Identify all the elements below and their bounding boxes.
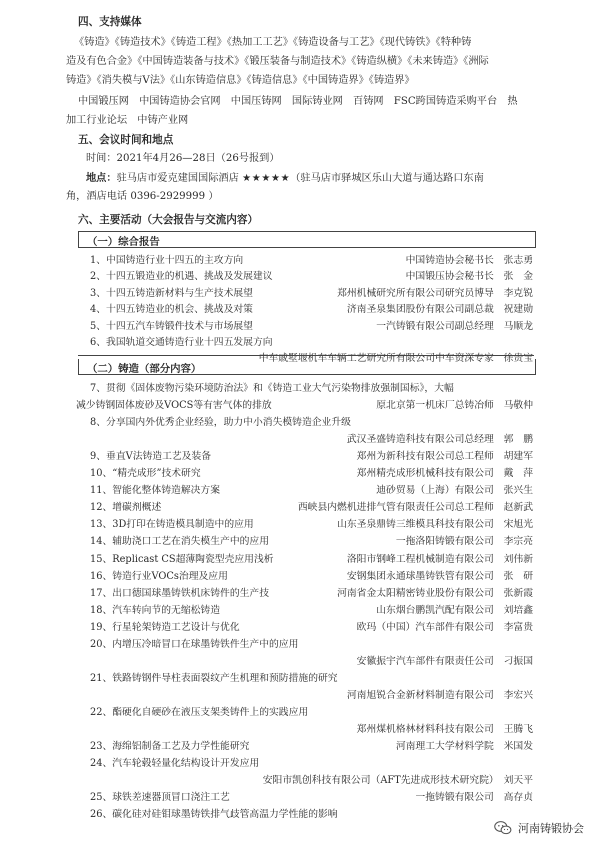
report-row	[0, 806, 600, 821]
report-row	[0, 414, 600, 429]
meeting-time: 时间：2021年4月26—28日（26号报到）	[86, 153, 280, 164]
report-presenter: 安阳市凯创科技有限公司（AFT先进成形技术研究院） 刘天平	[262, 775, 533, 787]
report-presenter: 郑州精壳成形机械科技有限公司 戴 萍	[356, 468, 533, 480]
report-row	[0, 772, 600, 787]
report-title: 21、铁路铸钢件导柱表面裂纹产生机理和预防措施的研究	[90, 672, 338, 684]
report-title: 1、中国铸造行业十四五的主攻方向	[90, 255, 244, 266]
report-presenter: 中国铸造协会秘书长 张志勇	[405, 255, 533, 266]
report-presenter: 河南省金太阳精密铸业股份有限公司 张新霞	[337, 587, 533, 599]
report-title: 26、碳化硅对硅钼球墨铸铁排气歧管高温力学性能的影响	[90, 809, 338, 821]
report-row	[0, 482, 600, 497]
report-title: 7、贯彻《固体废物污染环境防治法》和《铸造工业大气污染物排放强制国标》，大幅	[90, 383, 454, 394]
report-row	[0, 252, 600, 267]
report-title: 6、我国轨道交通铸造行业十四五发展方向	[90, 337, 273, 348]
report-presenter: 中车戚墅堰机车车辆工艺研究所有限公司中车资深专家 徐贵宝	[258, 353, 533, 365]
report-presenter: 一拖洛阳铸锻有限公司 李宗亮	[395, 536, 533, 548]
report-row	[0, 670, 600, 685]
report-title: 18、汽车转向节的无缩松铸造	[90, 604, 221, 616]
subsection-general-reports-header	[78, 231, 536, 248]
report-row	[0, 568, 600, 583]
report-title: 11、智能化整体铸造解决方案	[90, 485, 221, 497]
report-row	[0, 738, 600, 753]
report-title: 8、分享国内外优秀企业经验，助力中小消失模铸造企业升级	[90, 417, 351, 429]
report-title: 减少铸钢固体废砂及VOCS等有害气体的排放	[76, 400, 272, 412]
report-row	[0, 704, 600, 719]
media-line-3: 铸造》《消失模与V法》《山东铸造信息》《铸造信息》《中国铸造界》《铸造界》	[66, 75, 415, 86]
hotel-address: （驻马店市驿城区乐山大道与通达路口东南	[290, 173, 484, 184]
report-row	[0, 516, 600, 531]
report-presenter: 欧玛（中国）汽车部件有限公司 李富贵	[356, 621, 533, 633]
report-presenter: 山东烟台鹏凯汽配有限公司 刘培鑫	[376, 604, 533, 616]
report-row	[0, 380, 600, 395]
report-title: 15、Replicast CS超薄陶瓷型壳应用浅析	[90, 553, 274, 565]
report-title: 17、出口德国球墨铸铁机床铸件的生产技	[90, 587, 270, 599]
report-presenter: 山东圣泉鼎铸三维模具科技有限公司 宋旭光	[337, 519, 533, 531]
report-presenter: 原北京第一机床厂总铸冶师 马敬仲	[376, 400, 533, 412]
subsection-casting-header	[78, 359, 536, 375]
report-row	[0, 499, 600, 514]
place-label: 地点：	[86, 172, 117, 184]
report-row	[0, 585, 600, 600]
report-row	[0, 653, 600, 668]
report-presenter: 洛阳市钢峰工程机械制造有限公司 刘伟新	[346, 553, 533, 565]
report-presenter: 一汽铸锻有限公司副总经理 马顺龙	[376, 320, 533, 332]
report-title: 24、汽车轮毂轻量化结构设计开发应用	[90, 758, 260, 770]
report-title: 2、十四五锻造业的机遇、挑战及发展建议	[90, 271, 273, 283]
report-title: 25、球铁差速器顶冒口浇注工艺	[90, 792, 230, 804]
subsection-general-reports-title: （一）综合报告	[87, 236, 160, 248]
report-row	[0, 431, 600, 446]
report-row	[0, 301, 600, 316]
report-row	[0, 465, 600, 480]
section4-title: 四、支持媒体	[78, 16, 142, 28]
report-title: 4、十四五铸造业的机会、挑战及对策	[90, 304, 253, 316]
report-presenter: 郑州煤机格林材料科技有限公司 王腾飞	[356, 724, 533, 735]
report-presenter: 一拖铸锻有限公司 高存贞	[415, 792, 533, 804]
meeting-place-line-2: 角，酒店电话 0396-2929999 ）	[66, 191, 219, 202]
report-row	[0, 334, 600, 349]
divider	[78, 355, 534, 356]
report-presenter: 济南圣泉集团股份有限公司副总裁 祝建勋	[346, 304, 533, 316]
report-title: 12、增碳剂概述	[90, 502, 162, 514]
report-row	[0, 448, 600, 463]
report-row	[0, 721, 600, 736]
report-presenter: 迪砂贸易（上海）有限公司 张兴生	[376, 485, 533, 497]
report-title: 3、十四五铸造新材料与生产技术展望	[90, 287, 253, 299]
report-presenter: 安钢集团永通球墨铸铁管有限公司 张 研	[346, 570, 533, 582]
report-row	[0, 755, 600, 770]
report-row	[0, 789, 600, 804]
report-row	[0, 533, 600, 548]
report-title: 23、海绵铝制备工艺及力学性能研究	[90, 741, 250, 753]
subsection-casting-title: （二）铸造（部分内容）	[87, 363, 202, 375]
report-row	[0, 285, 600, 300]
report-row	[0, 619, 600, 634]
report-title: 14、辅助浇口工艺在消失模生产中的应用	[90, 536, 270, 548]
report-row	[0, 397, 600, 412]
meeting-place-line-1	[86, 171, 484, 186]
report-title: 10、“精壳成形”技术研究	[90, 468, 201, 480]
report-presenter: 郑州为新科技有限公司总工程师 胡建军	[356, 451, 533, 463]
report-row	[0, 602, 600, 617]
report-presenter: 武汉圣盛铸造科技有限公司总经理 郭 鹏	[346, 434, 533, 446]
websites-line-1: 中国锻压网 中国铸造协会官网 中国压铸网 国际铸业网 百铸网 FSC跨国铸造采购平台 热	[78, 96, 518, 107]
report-presenter: 中国锻压协会秘书长 张 金	[405, 271, 533, 283]
report-title: 9、垂直V法铸造工艺及装备	[90, 451, 212, 463]
report-title: 22、酯硬化自硬砂在液压支架类铸件上的实践应用	[90, 706, 309, 718]
report-presenter: 安徽振宇汽车部件有限责任公司 刁振国	[356, 655, 533, 667]
report-title: 16、铸造行业VOCs治理及应用	[90, 570, 228, 582]
report-row	[0, 551, 600, 566]
report-presenter: 西峡县内燃机进排气管有限责任公司总工程师 赵新武	[297, 502, 533, 514]
report-row	[0, 268, 600, 283]
section5-title: 五、会议时间和地点	[78, 134, 174, 146]
report-title: 13、3D打印在铸造模具制造中的应用	[90, 519, 254, 531]
report-presenter: 郑州机械研究所有限公司研究员博导 李克锐	[337, 287, 533, 299]
hotel-name: 驻马店市爱克建国国际酒店	[116, 173, 239, 184]
report-title: 19、行星轮架铸造工艺设计与优化	[90, 621, 240, 633]
report-presenter: 河南理工大学材料学院 米国发	[395, 741, 533, 753]
websites-line-2: 加工行业论坛 中铸产业网	[66, 115, 189, 126]
report-title: 5、十四五汽车铸锻件技术与市场展望	[90, 320, 253, 332]
report-title: 20、内增压冷暗冒口在球墨铸铁件生产中的应用	[90, 638, 299, 650]
media-line-2: 造及有色合金》《中国铸造装备与技术》《锻压装备与制造技术》《铸造纵横》《未来铸造》《洲际	[66, 56, 489, 67]
report-presenter: 河南旭锐合金新材料制造有限公司 李宏兴	[346, 689, 533, 701]
report-row	[0, 687, 600, 702]
wechat-icon	[494, 820, 512, 836]
watermark-text: 河南铸锻协会	[518, 822, 584, 835]
wechat-watermark	[494, 820, 584, 836]
section6-title: 六、主要活动（大会报告与交流内容）	[78, 214, 259, 226]
report-row	[0, 318, 600, 333]
media-line-1: 《铸造》《铸造技术》《铸造工程》《热加工工艺》《铸造设备与工艺》《现代铸铁》《特种铸	[74, 37, 472, 48]
report-row	[0, 636, 600, 651]
star-rating: ★★★★★	[242, 173, 291, 184]
